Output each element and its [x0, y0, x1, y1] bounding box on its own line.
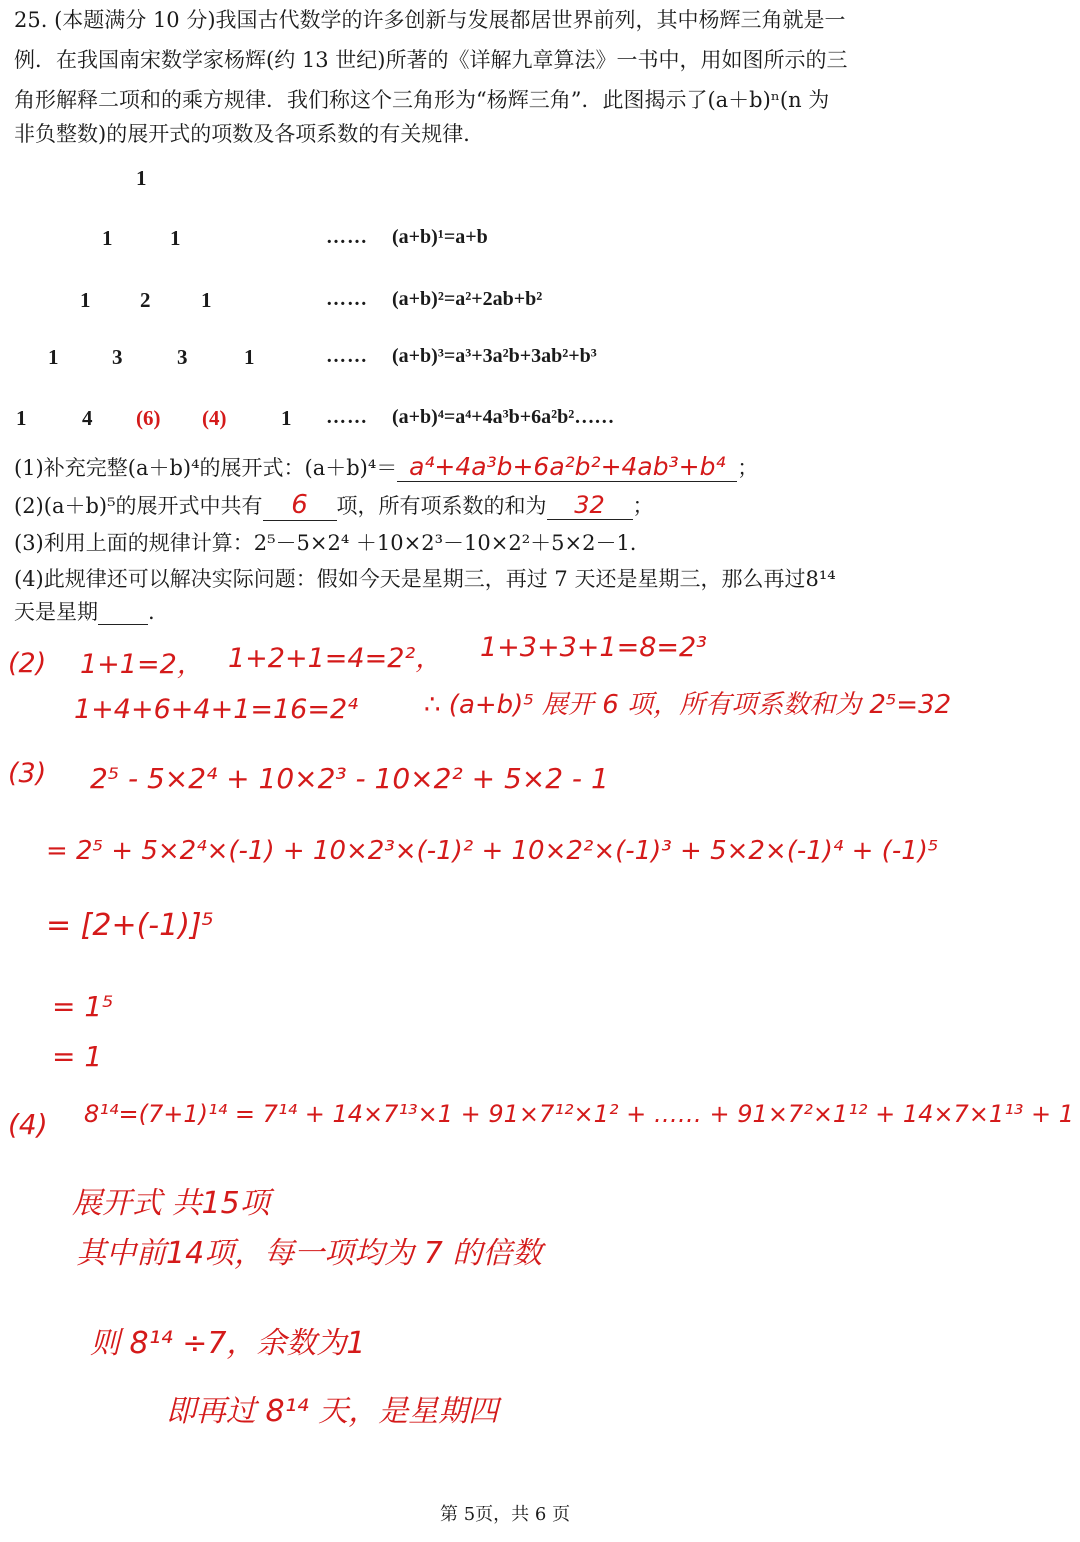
work-2-line1b: 1+2+1=4=2²， — [228, 643, 443, 674]
problem-line-4: 非负整数)的展开式的项数及各项系数的有关规律． — [14, 122, 485, 146]
question-1-end: ； — [737, 456, 759, 480]
tri-r1-c1: 1 — [170, 226, 181, 250]
work-2-label: (2) — [8, 648, 47, 679]
work-3-line2: = 2⁵ + 5×2⁴×(-1) + 10×2³×(-1)² + 10×2²×(-1)³ + 5×2×(-1)⁴ + (-1)⁵ — [46, 836, 939, 866]
expansion-eq-4: (a+b)⁴=a⁴+4a³b+6a²b²…… — [392, 406, 615, 428]
question-2-answer-sum: 32 — [547, 491, 633, 520]
tri-r3-c2: 3 — [177, 345, 188, 369]
work-3-line3: = [2+(-1)]⁵ — [46, 908, 214, 943]
question-4-text: 天是星期 — [14, 600, 98, 624]
work-3-line1: 2⁵ - 5×2⁴ + 10×2³ - 10×2² + 5×2 - 1 — [90, 762, 609, 795]
page-footer: 第 5页，共 6 页 — [440, 1504, 571, 1525]
expansion-eq-3: (a+b)³=a³+3a²b+3ab²+b³ — [392, 345, 597, 367]
work-3-line5: = 1 — [52, 1040, 103, 1073]
tri-r2-c2: 1 — [201, 288, 212, 312]
tri-r3-c1: 3 — [112, 345, 123, 369]
tri-r1-c0: 1 — [102, 226, 113, 250]
work-2-line2b: ∴ (a+b)⁵ 展开 6 项，所有项系数和为 2⁵=32 — [424, 690, 952, 720]
question-2-text: (2)(a＋b)⁵的展开式中共有 — [14, 494, 263, 518]
tri-r4-c4: 1 — [281, 406, 292, 430]
work-2-line1a: 1+1=2， — [80, 649, 204, 680]
tri-r4-c3: (4) — [202, 406, 227, 430]
tri-r4-c0: 1 — [16, 406, 27, 430]
question-4-end: . — [148, 600, 155, 624]
work-4-line2: 展开式 共15项 — [72, 1186, 270, 1221]
tri-r4-c1: 4 — [82, 406, 93, 430]
work-2-line2a: 1+4+6+4+1=16=2⁴ — [74, 694, 358, 725]
work-4-line5: 即再过 8¹⁴ 天，是星期四 — [166, 1394, 499, 1429]
tri-r4-c2: (6) — [136, 406, 161, 430]
question-3: (3)利用上面的规律计算：2⁵－5×2⁴ ＋10×2³－10×2²＋5×2－1. — [14, 531, 637, 555]
expansion-eq-2: (a+b)²=a²+2ab+b² — [392, 288, 543, 310]
question-2-answer-terms: 6 — [263, 490, 337, 521]
dots-4: …… — [326, 406, 368, 428]
question-4-blank — [98, 600, 148, 625]
question-1-answer: a⁴+4a³b+6a²b²+4ab³+b⁴ — [397, 452, 737, 482]
problem-line-1: 25. (本题满分 10 分)我国古代数学的许多创新与发展都居世界前列，其中杨辉三角就是一 — [14, 8, 846, 32]
work-4-label: (4) — [8, 1108, 48, 1141]
problem-line-3: 角形解释二项和的乘方规律．我们称这个三角形为“杨辉三角”．此图揭示了(a＋b)ⁿ(n 为 — [14, 88, 830, 112]
question-1-text: (1)补充完整(a＋b)⁴的展开式：(a＋b)⁴＝ — [14, 456, 398, 480]
expansion-eq-1: (a+b)¹=a+b — [392, 226, 488, 248]
work-4-line3: 其中前14项，每一项均为 7 的倍数 — [76, 1236, 543, 1271]
work-4-line1: 8¹⁴=(7+1)¹⁴ = 7¹⁴ + 14×7¹³×1 + 91×7¹²×1² + …… + 91×7²×1¹² + 14×7×1¹³ + 1 — [84, 1100, 1074, 1128]
tri-r3-c0: 1 — [48, 345, 59, 369]
tri-r2-c1: 2 — [140, 288, 151, 312]
question-2 — [14, 490, 654, 521]
dots-3: …… — [326, 345, 368, 367]
question-4-line-1: (4)此规律还可以解决实际问题：假如今天是星期三，再过 7 天还是星期三，那么再过8¹⁴ — [14, 567, 836, 591]
work-4-line4: 则 8¹⁴ ÷7，余数为1 — [90, 1326, 366, 1361]
tri-r3-c3: 1 — [244, 345, 255, 369]
question-2-end: ； — [632, 494, 654, 518]
tri-r0-c0: 1 — [136, 166, 147, 190]
question-1 — [14, 452, 758, 482]
dots-2: …… — [326, 288, 368, 310]
dots-1: …… — [326, 226, 368, 248]
problem-line-2: 例．在我国南宋数学家杨辉(约 13 世纪)所著的《详解九章算法》一书中，用如图所示的三 — [14, 48, 848, 72]
tri-r2-c0: 1 — [80, 288, 91, 312]
work-3-line4: = 1⁵ — [52, 990, 114, 1023]
work-3-label: (3) — [8, 758, 47, 789]
question-4-line-2 — [14, 596, 155, 626]
work-2-line1c: 1+3+3+1=8=2³ — [480, 632, 708, 663]
question-2-mid: 项，所有项系数的和为 — [336, 494, 547, 518]
